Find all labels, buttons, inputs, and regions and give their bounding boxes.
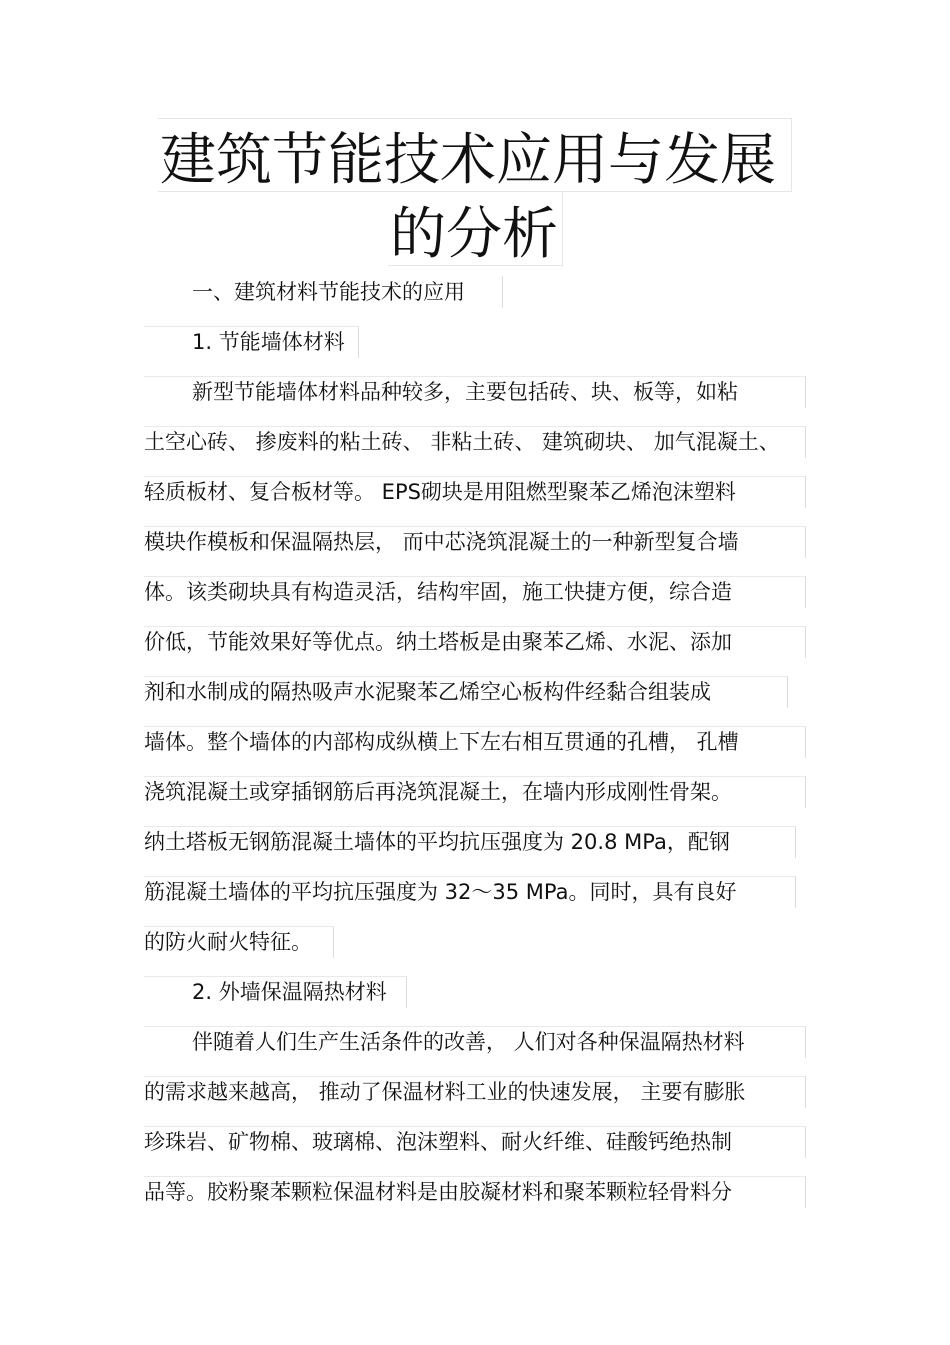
paragraph-line: 剂和水制成的隔热吸声水泥聚苯乙烯空心板构件经黏合组装成 [144,680,711,704]
paragraph-line: 墙体。整个墙体的内部构成纵横上下左右相互贯通的孔槽， 孔槽 [144,730,739,754]
paragraph-line: 品等。胶粉聚苯颗粒保温材料是由胶凝材料和聚苯颗粒轻骨料分 [144,1180,732,1204]
paragraph-line: 新型节能墙体材料品种较多，主要包括砖、块、板等，如粘 [192,380,738,404]
section-heading: 一、建筑材料节能技术的应用 [192,280,465,304]
paragraph-line: 体。该类砌块具有构造灵活，结构牢固，施工快捷方便，综合造 [144,580,732,604]
paragraph-line: 的防火耐火特征。 [144,930,312,954]
paragraph-line: 的需求越来越高， 推动了保温材料工业的快速发展， 主要有膨胀 [144,1080,746,1104]
paragraph-line: 伴随着人们生产生活条件的改善， 人们对各种保温隔热材料 [192,1030,745,1054]
paragraph-line: 筋混凝土墙体的平均抗压强度为 32～35 MPa。同时，具有良好 [144,880,737,904]
document-title-line-1: 建筑节能技术应用与发展 [160,128,776,193]
paragraph-line: 模块作模板和保温隔热层， 而中芯浇筑混凝土的一种新型复合墙 [144,530,739,554]
paragraph-line: 轻质板材、复合板材等。 EPS砌块是用阻燃型聚苯乙烯泡沫塑料 [144,480,736,504]
subsection-1-heading: 1. 节能墙体材料 [192,330,345,354]
paragraph-line: 土空心砖、 掺废料的粘土砖、 非粘土砖、 建筑砌块、 加气混凝土、 [144,430,780,454]
document-title-line-2: 的分析 [390,202,558,267]
paragraph-line: 珍珠岩、矿物棉、玻璃棉、泡沫塑料、耐火纤维、硅酸钙绝热制 [144,1130,732,1154]
paragraph-line: 纳土塔板无钢筋混凝土墙体的平均抗压强度为 20.8 MPa，配钢 [144,830,730,854]
subsection-2-heading: 2. 外墙保温隔热材料 [192,980,387,1004]
paragraph-line: 价低，节能效果好等优点。纳土塔板是由聚苯乙烯、水泥、添加 [144,630,732,654]
paragraph-line: 浇筑混凝土或穿插钢筋后再浇筑混凝土，在墙内形成刚性骨架。 [144,780,732,804]
